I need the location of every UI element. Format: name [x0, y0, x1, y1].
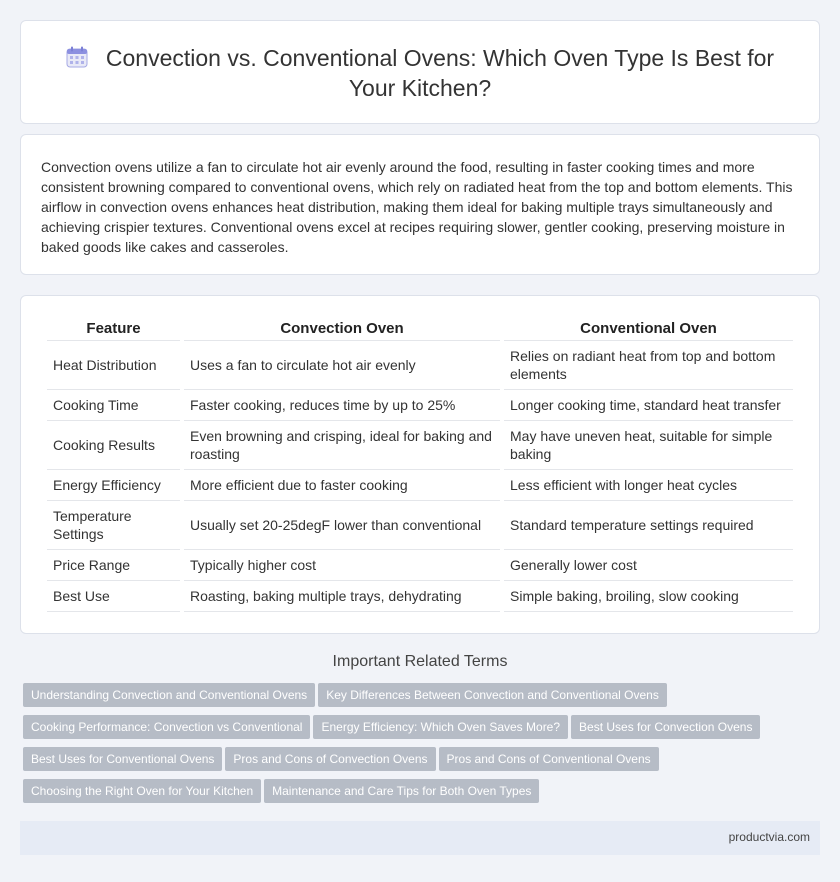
- conventional-cell: May have uneven heat, suitable for simple baking: [504, 421, 793, 470]
- header-conventional: Conventional Oven: [504, 316, 793, 341]
- related-tag-link[interactable]: Maintenance and Care Tips for Both Oven Types: [264, 779, 539, 803]
- convection-cell: Even browning and crisping, ideal for baking and roasting: [184, 421, 500, 470]
- related-tag-link[interactable]: Cooking Performance: Convection vs Conventional: [23, 715, 310, 739]
- conventional-cell: Simple baking, broiling, slow cooking: [504, 581, 793, 612]
- convection-cell: More efficient due to faster cooking: [184, 470, 500, 501]
- table-row: [47, 390, 793, 421]
- related-tag-link[interactable]: Pros and Cons of Conventional Ovens: [439, 747, 659, 771]
- conventional-cell: Standard temperature settings required: [504, 501, 793, 550]
- related-tags: [20, 683, 820, 811]
- related-terms-section: [20, 653, 820, 811]
- convection-cell: Uses a fan to circulate hot air evenly: [184, 341, 500, 390]
- feature-cell: Temperature Settings: [47, 501, 180, 550]
- header-convection: Convection Oven: [184, 316, 500, 341]
- related-tag-link[interactable]: Energy Efficiency: Which Oven Saves More?: [313, 715, 568, 739]
- conventional-cell: Generally lower cost: [504, 550, 793, 581]
- feature-cell: Cooking Time: [47, 390, 180, 421]
- feature-cell: Price Range: [47, 550, 180, 581]
- table-row: [47, 581, 793, 612]
- table-row: [47, 501, 793, 550]
- comparison-table: [43, 316, 797, 612]
- convection-cell: Faster cooking, reduces time by up to 25%: [184, 390, 500, 421]
- footer-site-link[interactable]: productvia.com: [728, 830, 810, 844]
- title-card: [20, 20, 820, 124]
- related-tag-link[interactable]: Best Uses for Convection Ovens: [571, 715, 760, 739]
- convection-cell: Roasting, baking multiple trays, dehydrating: [184, 581, 500, 612]
- footer: [20, 821, 820, 855]
- intro-paragraph: Convection ovens utilize a fan to circulate hot air evenly around the food, resulting in faster cooking times and more consistent browning compared to conventional ovens, which rely on radiated heat from the top and bottom elements. This airflow in convection ovens enhances heat distribution, making them ideal for baking multiple trays simultaneously and achieving crispier textures. Conventional ovens excel at recipes requiring slower, gentler cooking, preserving moisture in baked goods like cakes and casseroles.: [41, 159, 793, 255]
- feature-cell: Energy Efficiency: [47, 470, 180, 501]
- feature-cell: Cooking Results: [47, 421, 180, 470]
- related-tag-link[interactable]: Choosing the Right Oven for Your Kitchen: [23, 779, 261, 803]
- related-tag-link[interactable]: Understanding Convection and Conventional Ovens: [23, 683, 315, 707]
- convection-cell: Usually set 20-25degF lower than conventional: [184, 501, 500, 550]
- related-tag-link[interactable]: Best Uses for Conventional Ovens: [23, 747, 222, 771]
- page-title: [61, 43, 779, 103]
- comparison-card: [20, 295, 820, 634]
- related-tag-link[interactable]: Key Differences Between Convection and Conventional Ovens: [318, 683, 667, 707]
- feature-cell: Best Use: [47, 581, 180, 612]
- table-row: [47, 421, 793, 470]
- convection-cell: Typically higher cost: [184, 550, 500, 581]
- intro-card: [20, 134, 820, 275]
- related-tag-link[interactable]: Pros and Cons of Convection Ovens: [225, 747, 435, 771]
- related-terms-heading: Important Related Terms: [332, 653, 508, 670]
- table-row: [47, 550, 793, 581]
- calendar-icon: [66, 46, 88, 68]
- table-header-row: [47, 316, 793, 341]
- table-row: [47, 470, 793, 501]
- conventional-cell: Relies on radiant heat from top and bottom elements: [504, 341, 793, 390]
- feature-cell: Heat Distribution: [47, 341, 180, 390]
- page-title-text: Convection vs. Conventional Ovens: Which Oven Type Is Best for Your Kitchen?: [105, 45, 775, 101]
- conventional-cell: Less efficient with longer heat cycles: [504, 470, 793, 501]
- conventional-cell: Longer cooking time, standard heat transfer: [504, 390, 793, 421]
- header-feature: Feature: [47, 316, 180, 341]
- table-row: [47, 341, 793, 390]
